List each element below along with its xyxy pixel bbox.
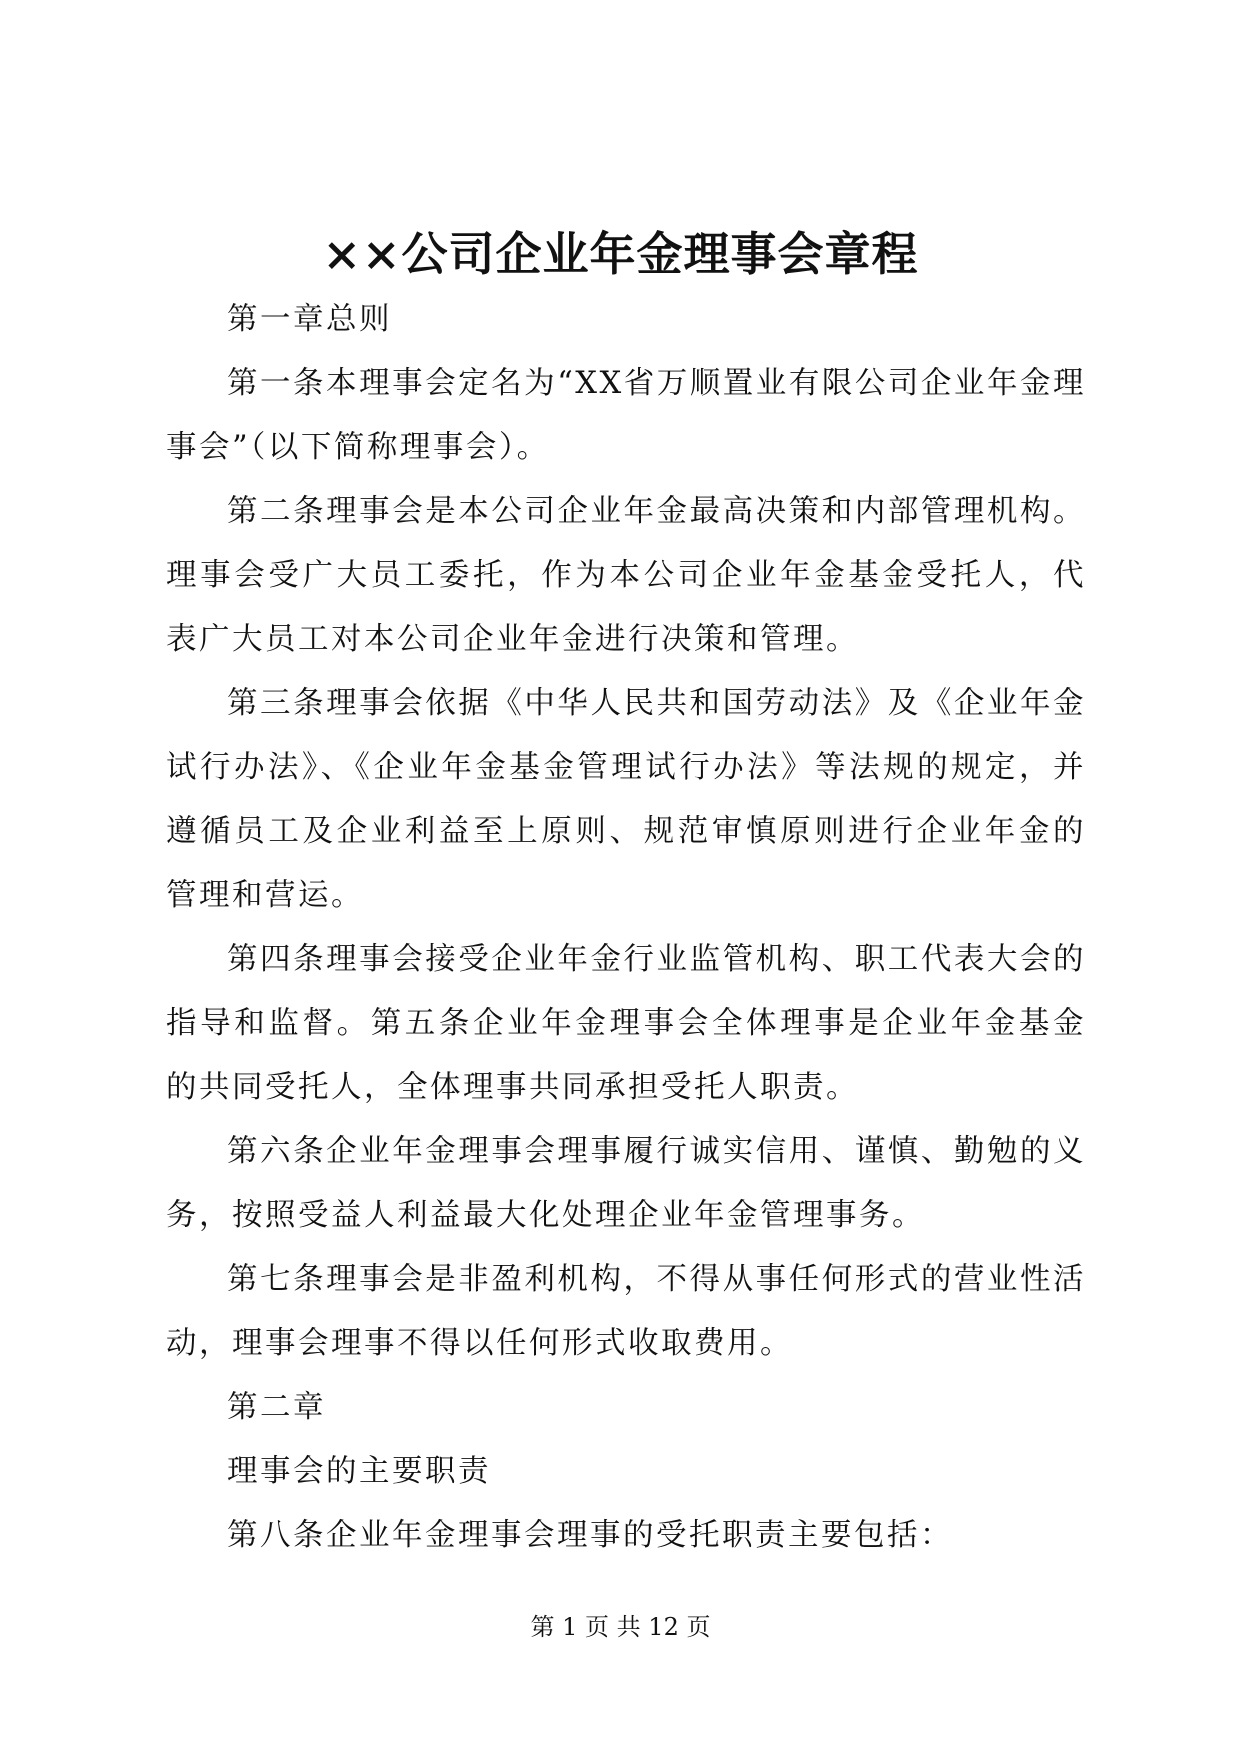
article-paragraph: 第四条理事会接受企业年金行业监管机构、职工代表大会的指导和监督。第五条企业年金理事会全体理事是企业年金基金的共同受托人，全体理事共同承担受托人职责。 [166,942,1086,1105]
document-body [166,288,1086,1568]
article-paragraph: 第八条企业年金理事会理事的受托职责主要包括： [227,1518,953,1553]
article-paragraph: 第六条企业年金理事会理事履行诚实信用、谨慎、勤勉的义务，按照受益人利益最大化处理企业年金管理事务。 [166,1134,1086,1233]
chapter-heading: 第二章 [227,1390,326,1425]
page-number-footer: 第 1 页 共 12 页 [530,1613,711,1641]
article-paragraph: 第七条理事会是非盈利机构，不得从事任何形式的营业性活动，理事会理事不得以任何形式收取费用。 [166,1262,1086,1361]
article-paragraph: 第二条理事会是本公司企业年金最高决策和内部管理机构。理事会受广大员工委托，作为本公司企业年金基金受托人，代表广大员工对本公司企业年金进行决策和管理。 [166,494,1086,657]
chapter-subtitle: 理事会的主要职责 [227,1454,491,1489]
chapter-heading: 第一章总则 [227,302,392,337]
document-title: ××公司企业年金理事会章程 [322,227,919,281]
article-paragraph: 第三条理事会依据《中华人民共和国劳动法》及《企业年金试行办法》、《企业年金基金管理试行办法》等法规的规定，并遵循员工及企业利益至上原则、规范审慎原则进行企业年金的管理和营运。 [166,686,1086,913]
article-paragraph: 第一条本理事会定名为“XX省万顺置业有限公司企业年金理事会”（以下简称理事会）。 [166,366,1086,465]
